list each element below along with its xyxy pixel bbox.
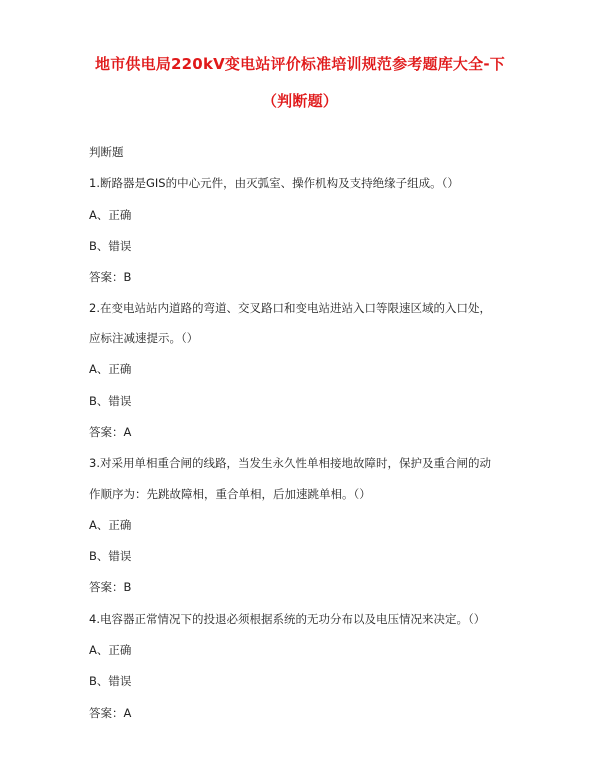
question-1-answer: 答案：B xyxy=(89,270,132,284)
document-subtitle: （判断题） xyxy=(261,92,338,110)
question-4-text: 4.电容器正常情况下的投退必须根据系统的无功分布以及电压情况来决定。（） xyxy=(89,612,486,626)
question-3-option-b: B、错误 xyxy=(89,549,132,563)
question-2-answer: 答案：A xyxy=(89,425,132,439)
question-3-text-line2: 作顺序为：先跳故障相，重合单相，后加速跳单相。（） xyxy=(89,487,371,501)
question-2-option-a: A、正确 xyxy=(89,362,132,376)
question-3-text-line1: 3.对采用单相重合闸的线路，当发生永久性单相接地故障时，保护及重合闸的动 xyxy=(89,456,491,470)
document-title: 地市供电局220kV变电站评价标准培训规范参考题库大全-下 xyxy=(95,55,505,73)
question-1-text: 1.断路器是GIS的中心元件，由灭弧室、操作机构及支持绝缘子组成。（） xyxy=(89,176,459,190)
section-heading: 判断题 xyxy=(89,145,124,159)
question-3-option-a: A、正确 xyxy=(89,518,132,532)
question-2-option-b: B、错误 xyxy=(89,394,132,408)
question-4-answer: 答案：A xyxy=(89,706,132,720)
question-4-option-a: A、正确 xyxy=(89,643,132,657)
question-4-option-b: B、错误 xyxy=(89,674,132,688)
question-3-answer: 答案：B xyxy=(89,580,132,594)
question-1-option-a: A、正确 xyxy=(89,208,132,222)
question-2-text-line2: 应标注减速提示。（） xyxy=(89,331,199,345)
question-1-option-b: B、错误 xyxy=(89,239,132,253)
question-2-text-line1: 2.在变电站站内道路的弯道、交叉路口和变电站进站入口等限速区域的入口处， xyxy=(89,301,491,315)
